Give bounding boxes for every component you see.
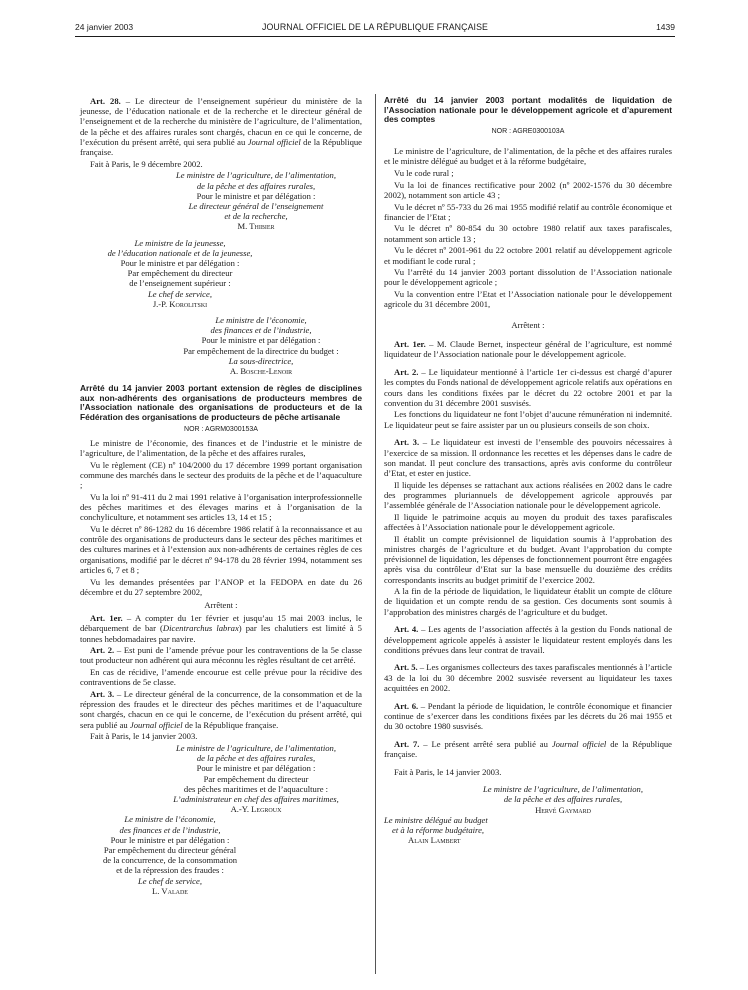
visa: Vu la convention entre l’Etat et l’Association nationale pour le développement agricole du 31 décembre 2001, <box>384 289 672 310</box>
article-label: Art. 3. <box>394 437 420 448</box>
article-label: Art. 5. <box>394 662 418 673</box>
article-label: Art. 2. <box>90 645 115 656</box>
sig-line: Pour le ministre et par délégation : <box>196 763 316 774</box>
article-6 <box>384 701 672 732</box>
article-28 <box>80 96 362 157</box>
sig-line: La sous-directrice, <box>228 355 294 366</box>
visa: Vu la loi nº 91-411 du 2 mai 1991 relative à l’organisation interprofessionnelle des pêches maritimes et des élevages marins et à l’organisation de la conchyliculture, et notamment ses articles 13, 14 et 15 ; <box>80 491 362 523</box>
journal-title: JOURNAL OFFICIEL DE LA RÉPUBLIQUE FRANÇAISE <box>261 22 489 32</box>
article-text: – Le directeur de l’enseignement supérieur du ministère de la jeunesse, de l’éducation nationale et de la recherche et le directeur général de l’enseignement et de la recherche du ministère de l’agriculture, de l’alimentation, de la pêche et des affaires rurales sont chargés, chacun en ce qui le concerne, de l’exécution du présent arrêté, qui sera publié au <box>80 96 362 147</box>
article-text-end: de la République française. <box>384 738 672 759</box>
article-7 <box>384 739 672 759</box>
visa: Vu le décret nº 86-1282 du 16 décembre 1986 relatif à la reconnaissance et au contrôle des organisations de producteurs dans le secteur des pêches maritimes et des cultures marines et à l’extension aux non-adhérents de certaines règles de ces organisations, modifié par le décret nº 94-178 du 28 février 1994, notamment ses articles 6, 7 et 8 ; <box>80 523 362 575</box>
article-label: Art. 7. <box>394 738 420 749</box>
left-column <box>80 96 362 896</box>
sig-line: de la pêche et des affaires rurales, <box>196 180 316 191</box>
article-text: – Les organismes collecteurs des taxes parafiscales mentionnés à l’article 43 de la loi du 30 décembre 2002 susvisée reversent au liquidateur les taxes acquittées en 2002. <box>384 662 672 693</box>
signatory-name: A.-Y. Legroux <box>230 804 282 815</box>
sig-line: Le ministre de l’agriculture, de l’alimentation, <box>483 784 643 795</box>
signature-block-economie <box>80 315 362 376</box>
page-number: 1439 <box>656 22 675 32</box>
article-2 <box>384 367 672 408</box>
article-1 <box>80 613 362 644</box>
article-text: – Le liquidateur est investi de l’ensemble des pouvoirs nécessaires à l’exercice de sa mission. Il ordonnance les recettes et les dépenses dans le cadre de son mandat. Il peut conclure des transactions, après avis conforme du contrôleur d’Etat, et ester en justice. <box>384 437 673 478</box>
article-label: Art. 4. <box>394 624 419 635</box>
visa: Vu le code rural ; <box>394 167 454 178</box>
visa: Vu le décret nº 2001-961 du 22 octobre 2001 relatif au développement agricole et modifiant le code rural ; <box>384 245 672 266</box>
article-text: – M. Claude Bernet, inspecteur général de l’agriculture, est nommé liquidateur de l’Association nationale pour le développement agricole. <box>384 339 672 360</box>
article-text-end: de la République française. <box>182 719 279 730</box>
sig-line: Le ministre de la jeunesse, <box>134 237 226 248</box>
fait-line: Fait à Paris, le 14 janvier 2003. <box>90 731 198 742</box>
article-1 <box>384 339 672 359</box>
species-name: Dicentrarchus labrax <box>162 623 239 634</box>
sig-line: L’administrateur en chef des affaires maritimes, <box>173 794 339 805</box>
sig-line: Par empêchement du directeur <box>127 268 233 279</box>
sig-line: Le ministre de l’agriculture, de l’alimentation, <box>176 170 336 181</box>
sig-line: Le ministre délégué au budget <box>384 814 488 825</box>
visa: Vu le décret nº 55-733 du 26 mai 1955 modifié relatif au contrôle économique et financier de l’Etat ; <box>384 201 672 222</box>
sig-line: Le chef de service, <box>138 875 202 886</box>
article-3-para: Il établit un compte prévisionnel de liquidation soumis à l’approbation des ministres chargés de l’agriculture et du budget. Avant l’approbation du compte prévisionnel de liquidation, les dépenses de fonctionnement pourront être engagées après visa du contrôleur d’Etat sur la base mensuelle du douzième des crédits correspondants inscrits au budget primitif de l’exercice 2002. <box>384 533 672 585</box>
article-label: Art. 6. <box>394 700 419 711</box>
article-4 <box>384 624 672 655</box>
article-text: – Les agents de l’association affectés à la gestion du Fonds national de développement agricole appelés à assister le liquidateur restent employés dans les conditions prévues dans leur contrat de travail. <box>384 624 673 655</box>
nor-reference: NOR : AGRE0300103A <box>491 127 565 135</box>
sig-line: Pour le ministre et par délégation : <box>120 258 240 269</box>
arretent: Arrêtent : <box>204 599 238 610</box>
right-column <box>384 96 672 845</box>
article-3-para: Il liquide les dépenses se rattachant aux actions réalisées en 2002 dans le cadre des programmes pluriannuels de développement agricole approuvés par l’assemblée générale de l’Association nationale pour le développement agricole. <box>384 479 672 511</box>
nor-reference: NOR : AGRM0300153A <box>184 425 258 433</box>
article-text: – Pendant la période de liquidation, le contrôle économique et financier continue de s’exercer dans les conditions fixées par les décrets du 26 mai 1955 et du 30 octobre 1980 susvisés. <box>384 700 672 731</box>
sig-line: Par empêchement du directeur général <box>103 845 237 856</box>
article-label: Art. 2. <box>394 367 419 378</box>
visa: Vu la loi de finances rectificative pour 2002 (nº 2002-1576 du 30 décembre 2002), notamment son article 43 ; <box>384 179 672 200</box>
sig-line: et à la réforme budgétaire, <box>392 825 485 836</box>
signature-block-agriculture-2 <box>80 743 362 814</box>
signatory-name: M. Thibier <box>237 221 275 232</box>
article-text: – Est puni de l’amende prévue pour les contraventions de la 5e classe tout producteur non adhérent qui aura méconnu les règles résultant de cet arrêté. <box>80 645 362 666</box>
sig-line: des finances et de l’industrie, <box>210 325 312 336</box>
sig-line: de l’enseignement supérieur : <box>129 278 231 289</box>
sig-line: Pour le ministre et par délégation : <box>201 335 321 346</box>
sig-line: de la pêche et des affaires rurales, <box>196 753 316 764</box>
signature-block-economie-2 <box>80 814 260 896</box>
signatory-name: Hervé Gaymard <box>535 804 591 815</box>
sig-line: Le ministre de l’économie, <box>215 315 307 326</box>
sig-line: Le ministre de l’agriculture, de l’alimentation, <box>176 743 336 754</box>
article-text: – Le directeur général de la concurrence, de la consommation et de la répression des fraudes et le directeur des pêches maritimes et de l’aquaculture sont chargés, chacun en ce qui le concerne, de l’exécution du présent arrêté, qui sera publié au <box>80 689 362 730</box>
decree-title: Arrêté du 14 janvier 2003 portant extension de règles de disciplines aux non-adhérents des organisations de producteurs membres de l’Association nationale des organisations de producteurs et de la Fédération des organisations de producteurs de pêche artisanale <box>80 383 362 423</box>
signatory-name: L. Valade <box>152 885 188 896</box>
sig-line: des finances et de l’industrie, <box>119 824 221 835</box>
header-date: 24 janvier 2003 <box>75 22 134 32</box>
sig-line: Le directeur général de l’enseignement <box>188 201 324 212</box>
signatory-name: Alain Lambert <box>408 835 461 846</box>
article-text: – A compter du 1er février et jusqu’au 15 mai 2003 inclus, le débarquement de bar ( <box>80 613 363 634</box>
sig-line: des pêches maritimes et de l’aquaculture : <box>183 783 329 794</box>
article-label: Art. 1er. <box>394 339 426 350</box>
article-text: – Le liquidateur mentionné à l’article 1er ci-dessus est chargé d’apurer les comptes du Fonds national de développement agricole relatifs aux opérations en cours dans les conditions fixées par le décret du 22 octobre 2001 et par la convention du 31 décembre 2001 susvisés. <box>384 367 673 408</box>
article-text: – Le présent arrêté sera publié au <box>419 738 552 749</box>
visa: Vu les demandes présentées par l’ANOP et la FEDOPA en date du 26 décembre et du 27 septembre 2002, <box>80 576 362 597</box>
signature-block-agriculture <box>80 170 362 231</box>
preamble: Le ministre de l’économie, des finances et de l’industrie et le ministre de l’agriculture, de l’alimentation, de la pêche et des affaires rurales, <box>80 437 362 459</box>
visa: Vu le règlement (CE) nº 104/2000 du 17 décembre 1999 portant organisation commune des marchés dans le secteur des produits de la pêche et de l’aquaculture ; <box>80 459 362 491</box>
article-label: Art. 3. <box>90 689 115 700</box>
journal-ref: Journal officiel <box>129 719 183 730</box>
decree-title: Arrêté du 14 janvier 2003 portant modalités de liquidation de l’Association nationale pour le développement agricole et d’apurement des comptes <box>384 95 672 125</box>
fait-line: Fait à Paris, le 14 janvier 2003. <box>394 766 502 777</box>
sig-line: et de la répression des fraudes : <box>116 865 224 876</box>
article-3-para: Il liquide le patrimoine acquis au moyen du produit des taxes parafiscales affectées à l’Association nationale pour le développement agricole. <box>384 511 672 532</box>
preamble: Le ministre de l’agriculture, de l’alimentation, de la pêche et des affaires rurales et le ministre délégué au budget et à la réforme budgétaire, <box>384 145 672 167</box>
signatory-name: J.-P. Korolitski <box>152 298 208 309</box>
article-label: Art. 28. <box>90 96 121 106</box>
sig-line: Pour le ministre et par délégation : <box>110 834 230 845</box>
article-5 <box>384 662 672 693</box>
visa: Vu le décret nº 80-854 du 30 octobre 1980 relatif aux taxes parafiscales, notamment son article 13 ; <box>384 223 672 244</box>
sig-line: et de la recherche, <box>224 211 288 222</box>
sig-line: Par empêchement de la directrice du budget : <box>183 345 339 356</box>
signature-block-education <box>80 238 280 309</box>
article-2-para: En cas de récidive, l’amende encourue est celle prévue pour la récidive des contraventions de 5e classe. <box>80 667 362 688</box>
sig-line: Le chef de service, <box>148 288 212 299</box>
journal-ref: Journal officiel <box>551 738 607 749</box>
page-header <box>75 22 675 34</box>
sig-line: Pour le ministre et par délégation : <box>196 190 316 201</box>
article-2-para: Les fonctions du liquidateur ne font l’objet d’aucune rémunération ni indemnité. Le liquidateur peut se faire assister par un ou plusieurs conseils de son choix. <box>384 409 672 430</box>
sig-line: Le ministre de l’économie, <box>124 814 216 825</box>
sig-line: Par empêchement du directeur <box>203 773 309 784</box>
header-rule <box>75 36 675 37</box>
article-2 <box>80 645 362 665</box>
sig-line: de la pêche et des affaires rurales, <box>503 794 623 805</box>
signature-block-agriculture <box>384 784 672 815</box>
signatory-name: A. Bosche-Lenoir <box>229 366 293 377</box>
arretent: Arrêtent : <box>511 320 545 331</box>
fait-line: Fait à Paris, le 9 décembre 2002. <box>90 158 203 169</box>
article-text-end: de la République française. <box>80 136 362 158</box>
article-3-para: A la fin de la période de liquidation, le liquidateur établit un compte de clôture de liquidation et un compte rendu de sa gestion. Ces documents sont soumis à l’approbation des ministres chargés de l’agriculture et du budget. <box>384 586 672 617</box>
article-3 <box>384 437 672 478</box>
article-label: Art. 1er. <box>90 613 123 624</box>
sig-line: de la concurrence, de la consommation <box>102 855 238 866</box>
signature-block-budget <box>384 815 534 846</box>
visa: Vu l’arrêté du 14 janvier 2003 portant dissolution de l’Association nationale pour le développement agricole ; <box>384 267 672 288</box>
article-text-end: ) par les chalutiers est limité à 5 tonnes hebdomadaires par navire. <box>80 623 362 644</box>
journal-ref: Journal officiel <box>247 136 301 147</box>
sig-line: de l’éducation nationale et de la jeunesse, <box>107 247 253 258</box>
article-3 <box>80 689 362 730</box>
column-divider <box>375 94 376 974</box>
